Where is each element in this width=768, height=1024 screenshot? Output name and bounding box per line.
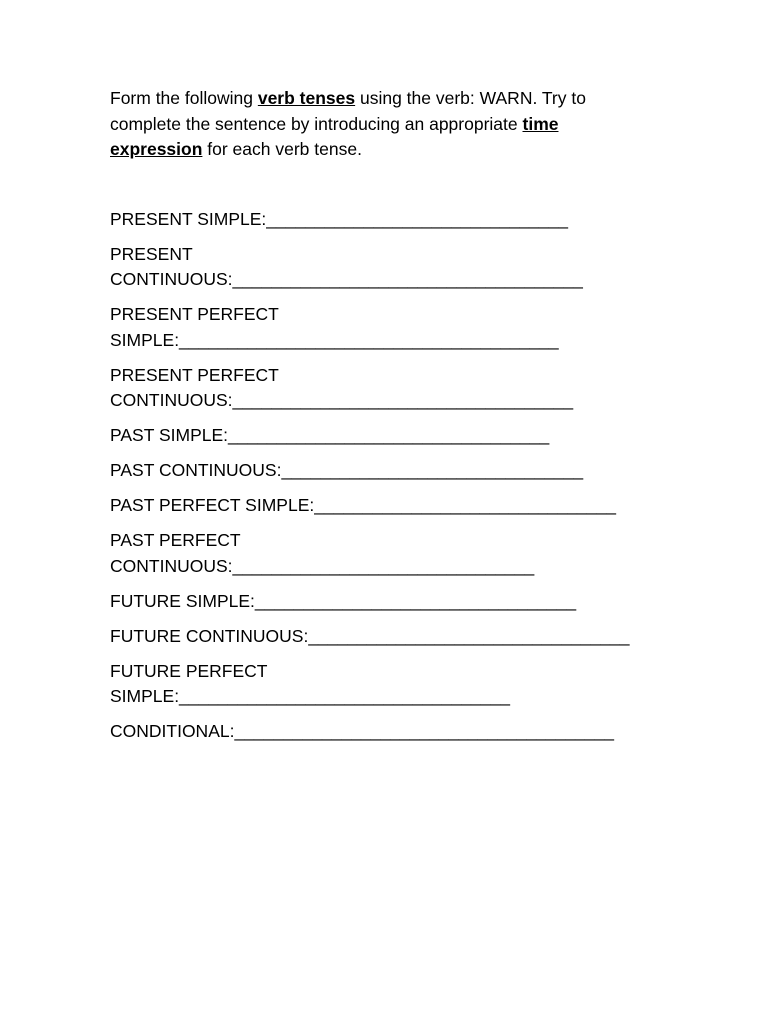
exercise-line: PRESENT [110,243,193,264]
instructions-paragraph [110,86,670,163]
exercise-future-simple[interactable] [110,589,670,615]
exercise-line: CONTINUOUS:_______________________________ [110,555,535,576]
exercise-line: PAST CONTINUOUS:_______________________________ [110,460,584,480]
exercise-present-perfect-simple[interactable] [110,302,670,353]
exercise-line: CONDITIONAL:_______________________________________ [110,721,615,741]
exercise-line: SIMPLE:_______________________________________ [110,329,559,350]
exercise-past-continuous[interactable] [110,458,670,484]
exercise-line: PRESENT SIMPLE:_______________________________ [110,208,568,229]
exercise-line: CONTINUOUS:____________________________________ [110,269,583,289]
exercise-future-continuous[interactable] [110,624,670,650]
exercise-future-perfect-simple[interactable] [110,659,670,710]
instructions-text-1: Form the following [110,88,258,108]
instructions-text-2: using the verb: WARN. Try to [355,88,586,108]
exercise-line: PRESENT PERFECT [110,364,279,385]
verb-tenses-emphasis: verb tenses [257,88,356,108]
exercise-line: PAST PERFECT [110,530,241,550]
exercise-conditional[interactable] [110,719,670,745]
exercise-line: PAST PERFECT SIMPLE:_______________________________ [110,495,616,515]
exercise-list [110,207,670,745]
exercise-line: FUTURE CONTINUOUS:_________________________________ [110,625,630,646]
instructions-text-4: for each verb tense. [202,139,362,159]
exercise-past-perfect-simple[interactable] [110,493,670,519]
exercise-line: FUTURE SIMPLE:_________________________________ [110,590,577,611]
exercise-past-perfect-continuous[interactable] [110,528,670,579]
time-expression-emphasis-2: expression [110,139,203,159]
time-expression-emphasis-1: time [522,113,559,134]
document-content [110,86,670,754]
exercise-line: PRESENT PERFECT [110,304,279,324]
exercise-past-simple[interactable] [110,423,670,449]
exercise-line: FUTURE PERFECT [110,660,268,681]
exercise-present-continuous[interactable] [110,242,670,293]
exercise-line: CONTINUOUS:___________________________________ [110,390,574,410]
exercise-present-perfect-continuous[interactable] [110,363,670,414]
exercise-line: PAST SIMPLE:_________________________________ [110,425,550,445]
instructions-text-3: complete the sentence by introducing an appropriate [110,113,523,134]
exercise-line: SIMPLE:__________________________________ [110,686,510,706]
exercise-present-simple[interactable] [110,207,670,233]
